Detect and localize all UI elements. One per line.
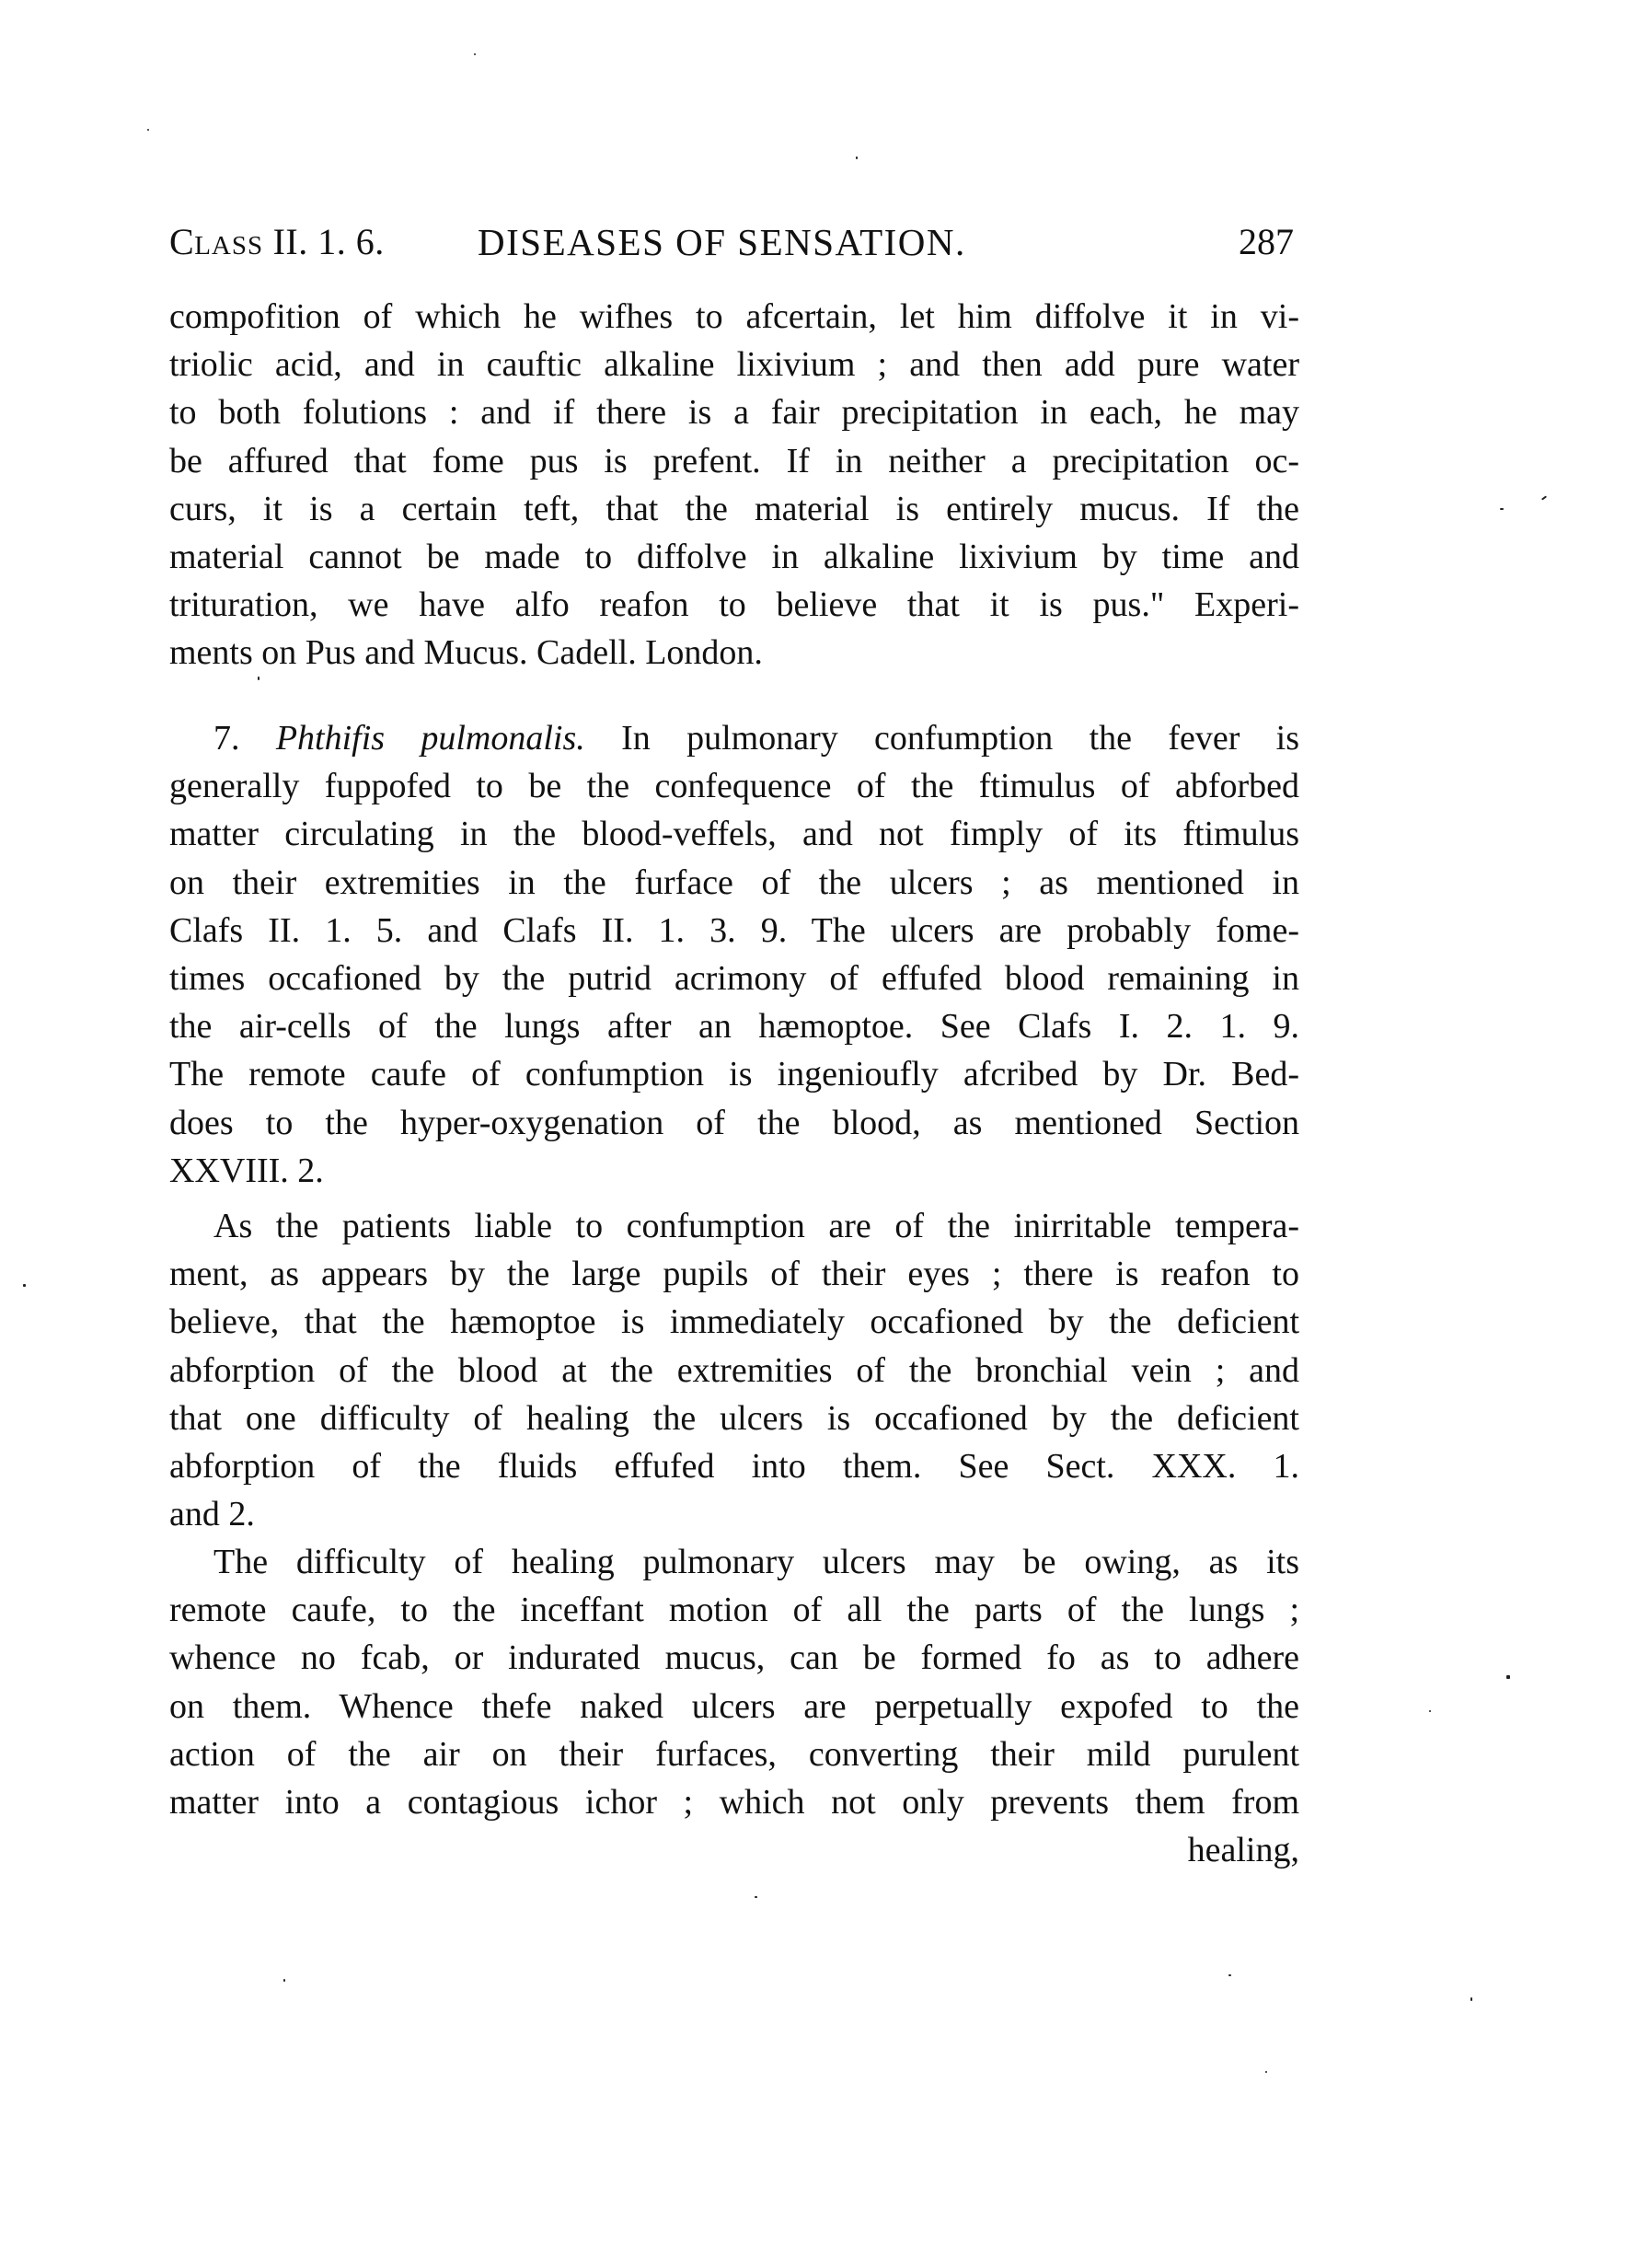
paragraph-inirritable-temperament xyxy=(169,1202,1299,1538)
text-line: times occafioned by the putrid acrimony of effufed blood remaining in xyxy=(169,958,1299,998)
text-line: generally fuppofed to be the confequence of the ftimulus of abforbed xyxy=(169,767,1299,806)
text-line: compofition of which he wifhes to afcertain, let him diffolve it in vi- xyxy=(169,297,1299,336)
paragraph-continuation xyxy=(169,293,1299,677)
text-line: ments on Pus and Mucus. Cadell. London. xyxy=(169,633,763,673)
paragraph-phthisis-pulmonalis xyxy=(169,714,1299,1195)
text-line: abforption of the blood at the extremities of the bronchial vein ; and xyxy=(169,1350,1299,1390)
section-first-line-text: In pulmonary confumption the fever is xyxy=(621,719,1300,758)
scan-speck xyxy=(1506,1675,1510,1679)
scan-speck xyxy=(283,1979,285,1982)
text-line: curs, it is a certain teft, that the material is entirely mucus. If the xyxy=(169,489,1299,528)
text-line: As the patients liable to confumption are of the inirritable tempera- xyxy=(213,1207,1299,1245)
page-number: 287 xyxy=(1239,221,1294,262)
text-line: to both folutions : and if there is a fair precipitation in each, he may xyxy=(169,393,1299,433)
text-line: material cannot be made to diffolve in alkaline lixivium by time and xyxy=(169,537,1299,576)
text-line: triolic acid, and in cauftic alkaline lixivium ; and then add pure water xyxy=(169,345,1299,385)
text-line: on their extremities in the furface of the ulcers ; as mentioned in xyxy=(169,862,1299,902)
section-term: Phthifis pulmonalis. xyxy=(275,719,585,758)
text-line: XXVIII. 2. xyxy=(169,1151,324,1190)
text-line: action of the air on their furfaces, converting their mild purulent xyxy=(169,1734,1299,1774)
text-line: and 2. xyxy=(169,1495,255,1534)
text-line: The difficulty of healing pulmonary ulcers may be owing, as its xyxy=(213,1543,1299,1581)
text-line: trituration, we have alfo reafon to believe that it is pus." Experi- xyxy=(169,585,1299,625)
running-head-title: DISEASES OF SENSATION. xyxy=(478,221,966,263)
text-line: be affured that fome pus is prefent. If in neither a precipitation oc- xyxy=(169,441,1299,480)
text-line: matter into a contagious ichor ; which not only prevents them from xyxy=(169,1782,1299,1822)
section-first-line xyxy=(169,714,1299,762)
paragraph-pulmonary-ulcers xyxy=(169,1538,1299,1874)
text-line: that one difficulty of healing the ulcers is occafioned by the deficient xyxy=(169,1398,1299,1438)
scan-speck xyxy=(258,677,259,680)
class-smallcaps: LASS xyxy=(194,231,264,260)
text-line: does to the hyper-oxygenation of the blood, as mentioned Section xyxy=(169,1103,1299,1142)
scan-speck xyxy=(856,156,858,159)
scan-speck xyxy=(755,1896,757,1898)
section-number: 7. xyxy=(213,719,240,758)
scan-speck xyxy=(1228,1974,1231,1976)
class-cap: C xyxy=(169,221,195,262)
catchword: healing, xyxy=(1187,1831,1299,1870)
scan-speck xyxy=(147,129,149,131)
text-line: The remote caufe of confumption is ingenioufly afcribed by Dr. Bed- xyxy=(169,1055,1299,1094)
scan-speck xyxy=(1500,508,1504,510)
text-line: ment, as appears by the large pupils of their eyes ; there is reafon to xyxy=(169,1255,1299,1294)
scan-speck xyxy=(1429,1710,1431,1712)
text-line: believe, that the hæmoptoe is immediately occafioned by the deficient xyxy=(169,1302,1299,1342)
text-line: the air-cells of the lungs after an hæmoptoe. See Clafs I. 2. 1. 9. xyxy=(169,1007,1299,1047)
class-numbering: II. 1. 6. xyxy=(263,221,385,262)
text-line: Clafs II. 1. 5. and Clafs II. 1. 3. 9. The ulcers are probably fome- xyxy=(169,910,1299,950)
scan-speck xyxy=(23,1284,26,1287)
running-head-class-reference xyxy=(169,219,385,269)
text-line: remote caufe, to the inceffant motion of all the parts of the lungs ; xyxy=(169,1591,1299,1630)
scan-speck xyxy=(474,53,476,55)
running-head xyxy=(169,219,1299,265)
scan-speck xyxy=(1541,495,1547,500)
text-line: abforption of the fluids effufed into them. See Sect. XXX. 1. xyxy=(169,1446,1299,1486)
scan-speck xyxy=(1470,1997,1472,2001)
scan-speck xyxy=(1265,2071,1267,2073)
text-line: whence no fcab, or indurated mucus, can be formed fo as to adhere xyxy=(169,1638,1299,1678)
text-line: on them. Whence thefe naked ulcers are perpetually expofed to the xyxy=(169,1686,1299,1726)
text-line: matter circulating in the blood-veffels, and not fimply of its ftimulus xyxy=(169,815,1299,854)
